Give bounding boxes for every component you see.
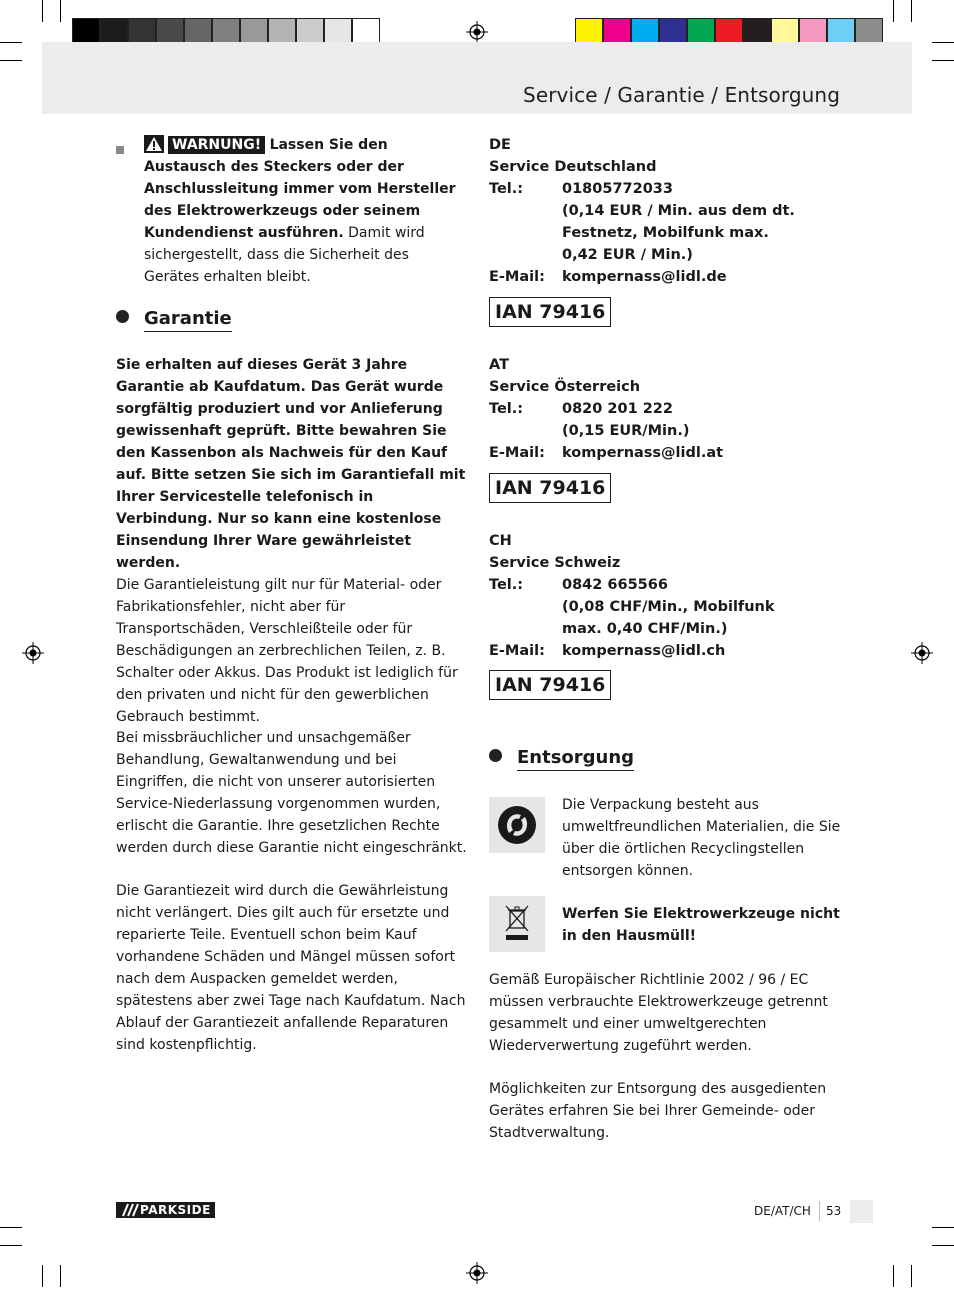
page-title: Service / Garantie / Entsorgung bbox=[523, 83, 840, 107]
warning-bold-text: Lassen Sie den Austausch des Steckers oder der Anschlussleitung immer vom Hersteller des Elektrowerkzeugs oder seinem Kundendienst ausführen. bbox=[144, 137, 456, 241]
page-number: 53 bbox=[826, 1204, 842, 1218]
footer-divider bbox=[819, 1201, 820, 1221]
warning-block bbox=[144, 134, 468, 288]
garantie-paragraph-3: Die Garantiezeit wird durch die Gewährleistung nicht verlängert. Dies gilt auch für ersetzte und reparierte Teile. Eventuell schon beim Kauf vorhandene Schäden und Mängel müssen sofort nach dem Auspacken gemeldet werden, spätestens aber zwei Tage nach Kaufdatum. Nach Ablauf der Garantiezeit anfallende Reparaturen sind kostenpflichtig. bbox=[116, 883, 466, 1053]
ian-box: IAN 79416 bbox=[489, 473, 611, 503]
entsorgung-paragraph-2: Möglichkeiten zur Entsorgung des ausgedienten Gerätes erfahren Sie bei Ihrer Gemeinde- oder Stadtverwaltung. bbox=[489, 1081, 827, 1141]
entsorgung-heading: Entsorgung bbox=[489, 747, 634, 771]
email-link[interactable]: kompernass@lidl.ch bbox=[562, 643, 726, 659]
garantie-paragraph-2: Bei missbräuchlicher und unsachgemäßer Behandlung, Gewaltanwendung und bei Eingriffen, die nicht von unserer autorisierten Service-Niederlassung vorgenommen wurden, erlischt die Garantie. Ihre gesetzlichen Rechte werden durch diese Garantie nicht eingeschränkt. bbox=[116, 730, 467, 856]
registration-mark-icon bbox=[22, 642, 44, 664]
ian-box: IAN 79416 bbox=[489, 297, 611, 327]
entsorgung-paragraph-1: Gemäß Europäischer Richtlinie 2002 / 96 / EC müssen verbrauchte Elektrowerkzeuge getrennt gesammelt und einer umweltgerechten Wiederverwertung zugeführt werden. bbox=[489, 972, 828, 1054]
registration-mark-icon bbox=[466, 1262, 488, 1284]
footer-region: DE/AT/CH bbox=[754, 1204, 811, 1218]
registration-mark-icon bbox=[466, 21, 488, 43]
parkside-logo: PARKSIDE bbox=[116, 1202, 215, 1218]
service-ch: CH Service Schweiz Tel.: 0842 665566 (0,08 CHF/Min., Mobilfunk max. 0,40 CHF/Min.) E-Mail: kompernass@lidl.ch bbox=[489, 530, 841, 662]
garantie-heading: Garantie bbox=[116, 308, 232, 332]
ian-box: IAN 79416 bbox=[489, 670, 611, 700]
email-link[interactable]: kompernass@lidl.at bbox=[562, 445, 724, 461]
garantie-bold-paragraph: Sie erhalten auf dieses Gerät 3 Jahre Garantie ab Kaufdatum. Das Gerät wurde sorgfältig produziert und vor Anlieferung gewissenhaft geprüft. Bitte bewahren Sie den Kassenbon als Nachweis für den Kauf auf. Bitte setzen Sie sich im Garantiefall mit Ihrer Servicestelle telefonisch in Verbindung. Nur so kann eine kostenlose Einsendung Ihrer Ware gewährleistet werden. bbox=[116, 357, 466, 571]
warning-normal-text: Damit wird sichergestellt, dass die Sicherheit des Gerätes erhalten bleibt. bbox=[144, 225, 425, 285]
registration-mark-icon bbox=[911, 642, 933, 664]
email-link[interactable]: kompernass@lidl.de bbox=[562, 269, 727, 285]
garantie-paragraph-1: Die Garantieleistung gilt nur für Material- oder Fabrikationsfehler, nicht aber für Transportschäden, Verschleißteile oder für Beschädigungen an zerbrechlichen Teilen, z. B. Schalter oder Akkus. Das Produkt ist lediglich für den privaten und nicht für den gewerblichen Gebrauch bestimmt. bbox=[116, 577, 458, 725]
warning-badge: WARNUNG! bbox=[168, 136, 265, 154]
weee-warning-text: Werfen Sie Elektrowerkzeuge nicht in den Hausmüll! bbox=[562, 906, 840, 944]
weee-crossed-bin-icon bbox=[489, 896, 545, 952]
footer-tab bbox=[850, 1200, 873, 1223]
service-at: AT Service Österreich Tel.: 0820 201 222 (0,15 EUR/Min.) E-Mail: kompernass@lidl.at bbox=[489, 354, 841, 464]
list-bullet bbox=[116, 146, 124, 154]
warning-triangle-icon bbox=[144, 135, 164, 153]
green-dot-recycling-icon bbox=[489, 797, 545, 853]
packaging-text: Die Verpackung besteht aus umweltfreundlichen Materialien, die Sie über die örtlichen Recyclingstellen entsorgen können. bbox=[562, 797, 841, 879]
service-de: DE Service Deutschland Tel.: 01805772033 (0,14 EUR / Min. aus dem dt. Festnetz, Mobilfunk max. 0,42 EUR / Min.) E-Mail: kompernass@lidl.de bbox=[489, 134, 841, 288]
